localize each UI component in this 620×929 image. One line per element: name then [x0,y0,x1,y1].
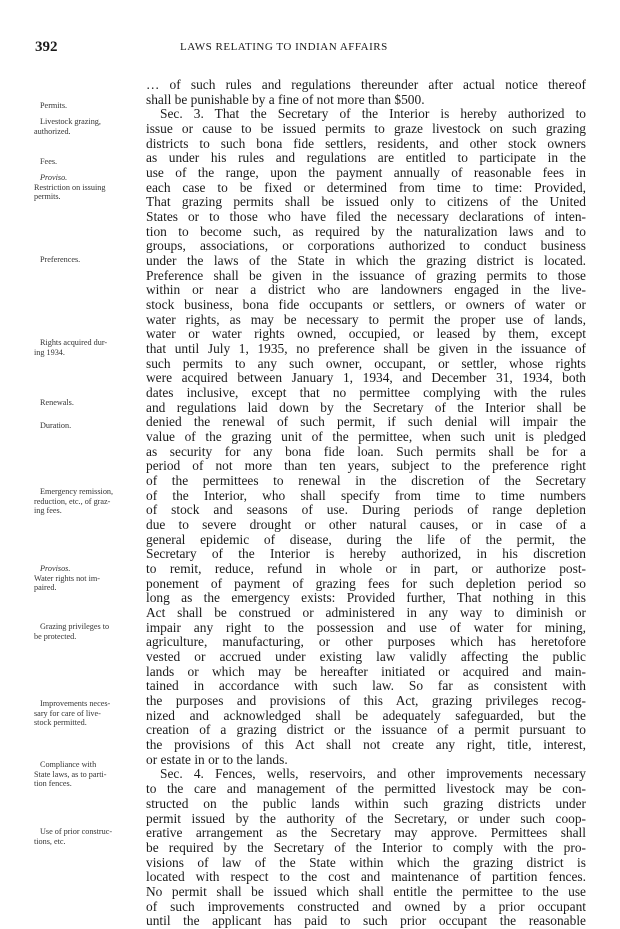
body-line: shall be punishable by a fine of not more than $500. [146,91,425,107]
margin-note-line: Improvements neces- [40,699,111,708]
body-line: that until July 1, 1935, no preference shall be given in the issuance of [146,341,586,357]
margin-note-line: Water rights not im- [34,573,100,583]
body-line: general epidemic of disease, during the life of the permit, the [146,531,586,547]
body-line: tained in accordance with such law. So far as consistent with [146,678,586,694]
margin-note-line: ing 1934. [34,347,65,357]
margin-note-line: authorized. [34,126,71,136]
body-line: lands or which may be hereafter initiated or acquired and main- [146,663,586,679]
margin-note-line: tion fences. [34,779,72,788]
margin-note-line: Restriction on issuing [34,182,106,192]
page-number: 392 [35,39,58,55]
body-line: issue or cause to be issued permits to graze livestock on such grazing [146,121,586,136]
body-line: tion to become such, as required by the naturalization laws and to [146,223,586,239]
body-line: Secretary of the Interior is hereby authorized, in his discretion [146,546,586,562]
margin-note [34,564,138,593]
margin-note [34,487,138,516]
body-line: the provisions of this Act shall not create any right, title, interest, [146,737,586,753]
margin-note-line: Duration. [40,421,72,430]
body-line: permit issued by the authority of the Secretary, or under such coop- [146,810,586,826]
body-line: nized and acknowledged shall be adequately safeguarded, but the [146,707,586,723]
body-line: That grazing permits shall be issued only to citizens of the United [146,194,586,210]
body-line: Sec. 3. That the Secretary of the Interior is hereby authorized to [160,106,586,122]
margin-note [34,117,138,136]
body-line: erative arrangement as the Secretary may approve. Permittees shall [146,825,586,841]
body-line: of such improvements constructed and owned by a prior occupant [146,898,586,914]
body-line: value of the grazing unit of the permittee, when such unit is pledged [146,429,586,445]
margin-note-line: Renewals. [40,398,74,407]
body-line: under the laws of the State in which the grazing district is located. [146,253,586,269]
margin-note-line: Preferences. [40,255,81,264]
margin-note-line: be protected. [34,631,77,641]
body-line: impair any right to the possession and use of water for mining, [146,619,586,635]
body-line: period of not more than ten years, subject to the preference right [146,458,586,474]
margin-note-line: Livestock grazing, [40,117,101,126]
body-line: due to severe drought or other natural causes, or in case of a [146,517,586,533]
body-line: stock business, bona fide occupants or settlers, or owners of water or [146,297,586,313]
body-line: each case to be fixed or determined from time to time: Provided, [146,179,586,195]
margin-note-line: permits. [34,192,61,201]
margin-note-line: Use of prior construc- [40,827,113,836]
body-line: States or to those who have filed the necessary declarations of inten- [146,209,586,225]
body-line: water rights, as may be necessary to permit the proper use of lands, [146,311,586,327]
margin-note-line: stock permitted. [34,718,87,727]
body-line: use of the range, upon the payment annually of reasonable fees in [146,165,586,181]
body-line: as under his rules and regulations are entitled to participate in the [146,150,586,166]
margin-note [34,699,138,728]
body-line: Sec. 4. Fences, wells, reservoirs, and other improvements necessary [160,766,586,782]
body-line: visions of law of the State within which the grazing district is [146,854,586,870]
margin-note-line: Rights acquired dur- [40,338,108,347]
body-line: of the permittees to renewal in the discretion of the Secretary [146,473,586,489]
margin-note-line: Compliance with [40,760,97,769]
body-line: long as the emergency exists: Provided further, That nothing in this [146,590,586,606]
margin-note-line: Permits. [40,101,68,110]
margin-note [34,421,138,431]
body-line: within or near a district who are landowners engaged in the live- [146,282,586,298]
body-line: districts to such bona fide settlers, residents, and other stock owners [146,135,586,151]
body-line: such permits to any such owner, occupant, or settler, whose rights [146,355,586,371]
body-line: located with respect to the cost and maintenance of partition fences. [146,869,586,885]
margin-note-line: State laws, as to parti- [34,769,107,779]
body-line: … of such rules and regulations thereunder after actual notice thereof [146,77,586,92]
margin-note [34,760,138,789]
margin-note [34,101,138,111]
body-line: water or water rights owned, occupied, or leased by them, except [146,326,586,342]
margin-note-line: Proviso. [40,173,68,182]
margin-note [34,827,138,846]
margin-note-line: tions, etc. [34,836,66,846]
margin-note [34,622,138,641]
body-line: vested or accrued under existing law validly affecting the public [146,649,586,665]
margin-note-line: reduction, etc., of graz- [34,496,111,506]
body-line: dates inclusive, except that no permittee complying with the rules [146,385,586,401]
body-line: be required by the Secretary of the Interior to comply with the pro- [146,839,586,855]
margin-note-line: paired. [34,583,57,592]
body-line: to remit, reduce, refund in whole or in part, or authorize post- [146,561,586,577]
body-line: creation of a grazing district or the issuance of a permit pursuant to [146,722,586,738]
body-line: denied the renewal of such permit, if such denial will impair the [146,414,586,430]
body-line: groups, associations, or corporations authorized to conduct business [146,238,586,254]
body-line: of stock and seasons of use. During periods of range depletion [146,502,586,518]
margin-note [34,338,138,357]
margin-note-line: Emergency remission, [40,487,114,496]
margin-note [34,255,138,265]
body-line: Act shall be construed or administered in any way to diminish or [146,605,586,621]
body-line: No permit shall be issued which shall entitle the permittee to the use [146,883,586,899]
body-line: or estate in or to the lands. [146,751,288,767]
body-line: the purposes and provisions of this Act, grazing privileges recog- [146,693,586,709]
margin-note [34,157,138,167]
body-line: until the applicant has paid to such prior occupant the reasonable [146,913,586,929]
margin-note-line: Provisos. [40,564,71,573]
running-head: LAWS RELATING TO INDIAN AFFAIRS [180,41,388,53]
margin-note-line: ing fees. [34,506,62,515]
body-line: of the Interior, who shall specify from time to time numbers [146,487,586,503]
body-line: were acquired between January 1, 1934, and December 31, 1934, both [146,370,586,386]
margin-note-line: Fees. [40,157,58,166]
body-line: structed on the public lands within such grazing districts under [146,795,586,811]
margin-note [34,398,138,408]
body-line: to the care and management of the permitted livestock may be con- [146,781,586,797]
margin-note-line: Grazing privileges to [40,622,110,631]
body-line: agriculture, manufacturing, or other purposes which has heretofore [146,634,586,650]
body-line: ponement of payment of grazing fees for such depletion period so [146,575,586,591]
body-line: and regulations laid down by the Secretary of the Interior shall be [146,399,586,415]
margin-note [34,173,138,202]
margin-note-line: sary for care of live- [34,708,101,718]
body-line: as security for any bona fide loan. Such permits shall be for a [146,443,586,459]
body-line: Preference shall be given in the issuance of grazing permits to those [146,267,586,283]
